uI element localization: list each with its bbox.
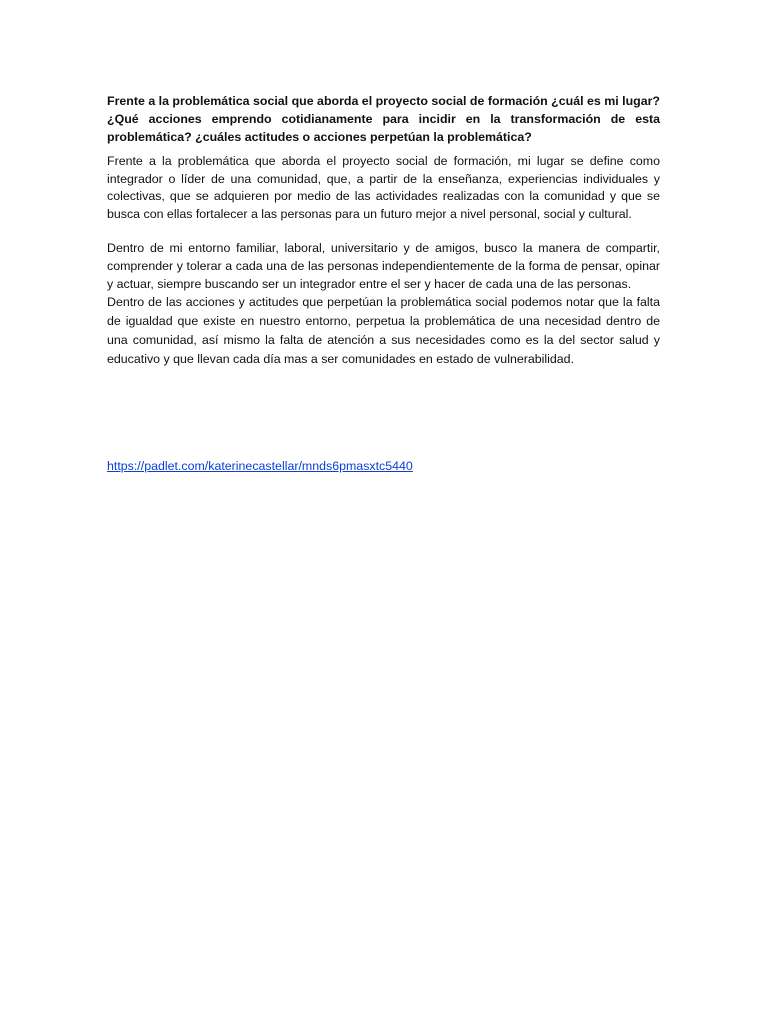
question-heading: Frente a la problemática social que aborda el proyecto social de formación ¿cuál es mi lugar? ¿Qué acciones emprendo cotidianamente para incidir en la transformación de esta problemática? ¿cuáles actitudes o acciones perpetúan la problemática? <box>107 94 660 144</box>
paragraph-acciones: Dentro de las acciones y actitudes que perpetúan la problemática social podemos notar que la falta de igualdad que existe en nuestro entorno, perpetua la problemática de una necesidad dentro de una comunidad, así mismo la falta de atención a sus necesidades como es la del sector salud y educativo y que llevan cada día mas a ser comunidades en estado de vulnerabilidad. <box>107 295 660 367</box>
link-container <box>107 459 413 473</box>
padlet-link[interactable]: https://padlet.com/katerinecastellar/mnds6pmasxtc5440 <box>107 459 413 473</box>
paragraph-entorno: Dentro de mi entorno familiar, laboral, universitario y de amigos, busco la manera de compartir, comprender y tolerar a cada una de las personas independientemente de la forma de pensar, opinar y actuar, siempre buscando ser un integrador entre el ser y hacer de cada una de las personas. <box>107 241 660 291</box>
document-body <box>107 92 660 369</box>
paragraph-lugar: Frente a la problemática que aborda el proyecto social de formación, mi lugar se define como integrador o líder de una comunidad, que, a partir de la enseñanza, experiencias individuales y colectivas, que se adquieren por medio de las actividades realizadas con la comunidad y que se busca con ellas fortalecer a las personas para un futuro mejor a nivel personal, social y cultural. <box>107 154 660 221</box>
